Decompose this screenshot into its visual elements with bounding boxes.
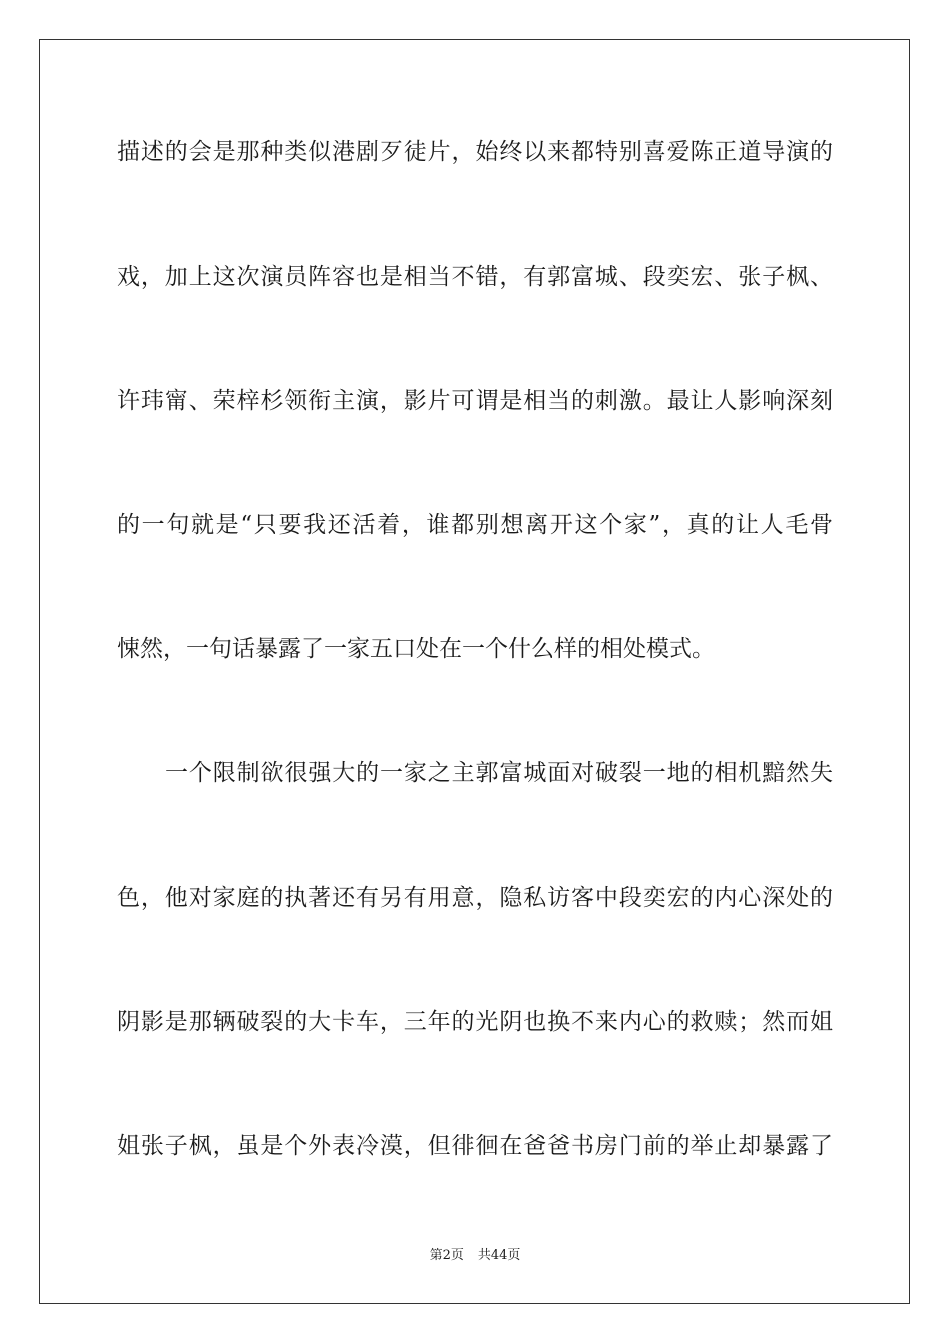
page-border [39, 39, 910, 1304]
body-line-6: 一个限制欲很强大的一家之主郭富城面对破裂一地的相机黯然失 [165, 760, 833, 786]
body-line-8: 阴影是那辆破裂的大卡车，三年的光阴也换不来内心的救赎；然而姐 [117, 1009, 833, 1035]
page-number: 第2页 [429, 1248, 464, 1263]
body-line-5: 悚然，一句话暴露了一家五口处在一个什么样的相处模式。 [117, 636, 715, 662]
body-line-3: 许玮甯、荣梓杉领衔主演，影片可谓是相当的刺激。最让人影响深刻 [117, 388, 833, 414]
page-footer [0, 1247, 950, 1265]
body-line-2: 戏，加上这次演员阵容也是相当不错，有郭富城、段奕宏、张子枫、 [117, 264, 833, 290]
body-line-1: 描述的会是那种类似港剧歹徒片，始终以来都特别喜爱陈正道导演的 [117, 139, 833, 165]
body-line-7: 色，他对家庭的执著还有另有用意，隐私访客中段奕宏的内心深处的 [117, 885, 833, 911]
body-line-4: 的一句就是“只要我还活着，谁都别想离开这个家”，真的让人毛骨 [117, 512, 833, 538]
page-total: 共44页 [477, 1248, 521, 1263]
body-line-9: 姐张子枫，虽是个外表冷漠，但徘徊在爸爸书房门前的举止却暴露了 [117, 1133, 833, 1159]
